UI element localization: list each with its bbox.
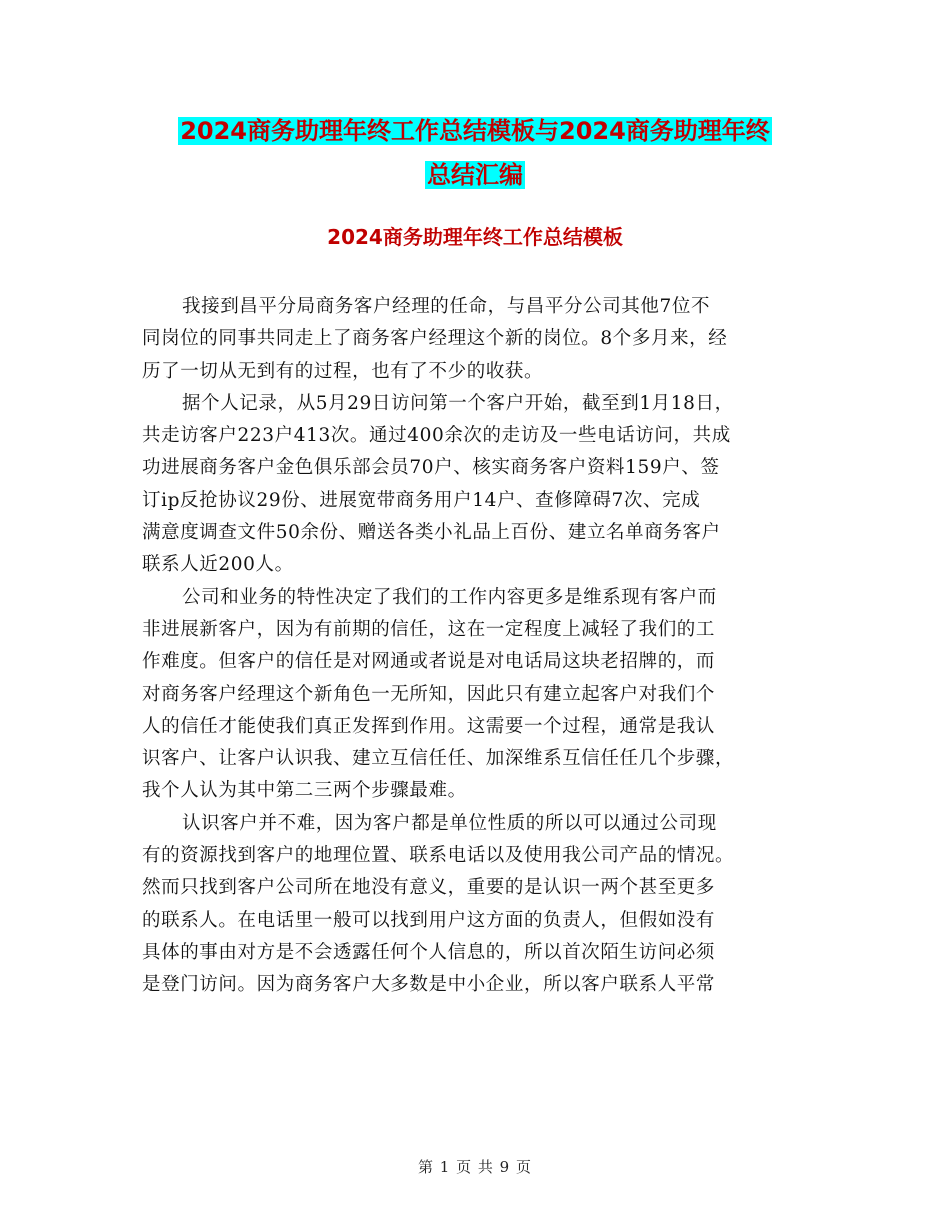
document-title-text-1: 2024商务助理年终工作总结模板与2024商务助理年终 [180, 117, 770, 145]
body-line: 有的资源找到客户的地理位置、联系电话以及使用我公司产品的情况。 [142, 845, 735, 867]
body-line: 具体的事由对方是不会透露任何个人信息的，所以首次陌生访问必须 [142, 941, 716, 963]
body-line: 满意度调查文件50余份、赠送各类小礼品上百份、建立名单商务客户 [142, 522, 721, 544]
document-title-line-1 [0, 114, 950, 148]
body-line: 公司和业务的特性决定了我们的工作内容更多是维系现有客户而 [182, 586, 717, 608]
body-line: 订ip反抢协议29份、进展宽带商务用户14户、查修障碍7次、完成 [142, 489, 701, 511]
body-line: 然而只找到客户公司所在地没有意义，重要的是认识一两个甚至更多 [142, 877, 716, 899]
body-line: 据个人记录，从5月29日访问第一个客户开始，截至到1月18日， [182, 392, 734, 414]
body-line: 历了一切从无到有的过程，也有了不少的收获。 [142, 360, 544, 382]
body-line: 人的信任才能使我们真正发挥到作用。这需要一个过程，通常是我认 [142, 715, 716, 737]
body-line: 共走访客户223户413次。通过400余次的走访及一些电话访问，共成 [142, 425, 731, 447]
body-line: 同岗位的同事共同走上了商务客户经理这个新的岗位。8个多月来，经 [142, 328, 728, 350]
body-line: 的联系人。在电话里一般可以找到用户这方面的负责人，但假如没有 [142, 909, 716, 931]
body-line: 功进展商务客户金色俱乐部会员70户、核实商务客户资料159户、签 [142, 457, 720, 479]
document-title-text-2: 总结汇编 [427, 161, 523, 189]
body-line: 非进展新客户，因为有前期的信任，这在一定程度上减轻了我们的工 [142, 618, 716, 640]
body-line: 是登门访问。因为商务客户大多数是中小企业，所以客户联系人平常 [142, 974, 716, 996]
body-text [142, 291, 812, 1002]
body-line: 认识客户并不难，因为客户都是单位性质的所以可以通过公司现 [182, 812, 717, 834]
section-heading: 2024商务助理年终工作总结模板 [327, 225, 623, 249]
page-footer: 第 1 页 共 9 页 [418, 1158, 532, 1176]
document-title-line-2 [0, 158, 950, 192]
body-line: 对商务客户经理这个新角色一无所知，因此只有建立起客户对我们个 [142, 683, 716, 705]
body-line: 作难度。但客户的信任是对网通或者说是对电话局这块老招牌的，而 [142, 651, 716, 673]
body-line: 识客户、让客户认识我、建立互信任任、加深维系互信任任几个步骤， [142, 748, 735, 770]
body-line: 我接到昌平分局商务客户经理的任命，与昌平分公司其他7位不 [182, 296, 711, 317]
body-line: 联系人近200人。 [142, 554, 294, 576]
body-line: 我个人认为其中第二三两个步骤最难。 [142, 780, 467, 802]
